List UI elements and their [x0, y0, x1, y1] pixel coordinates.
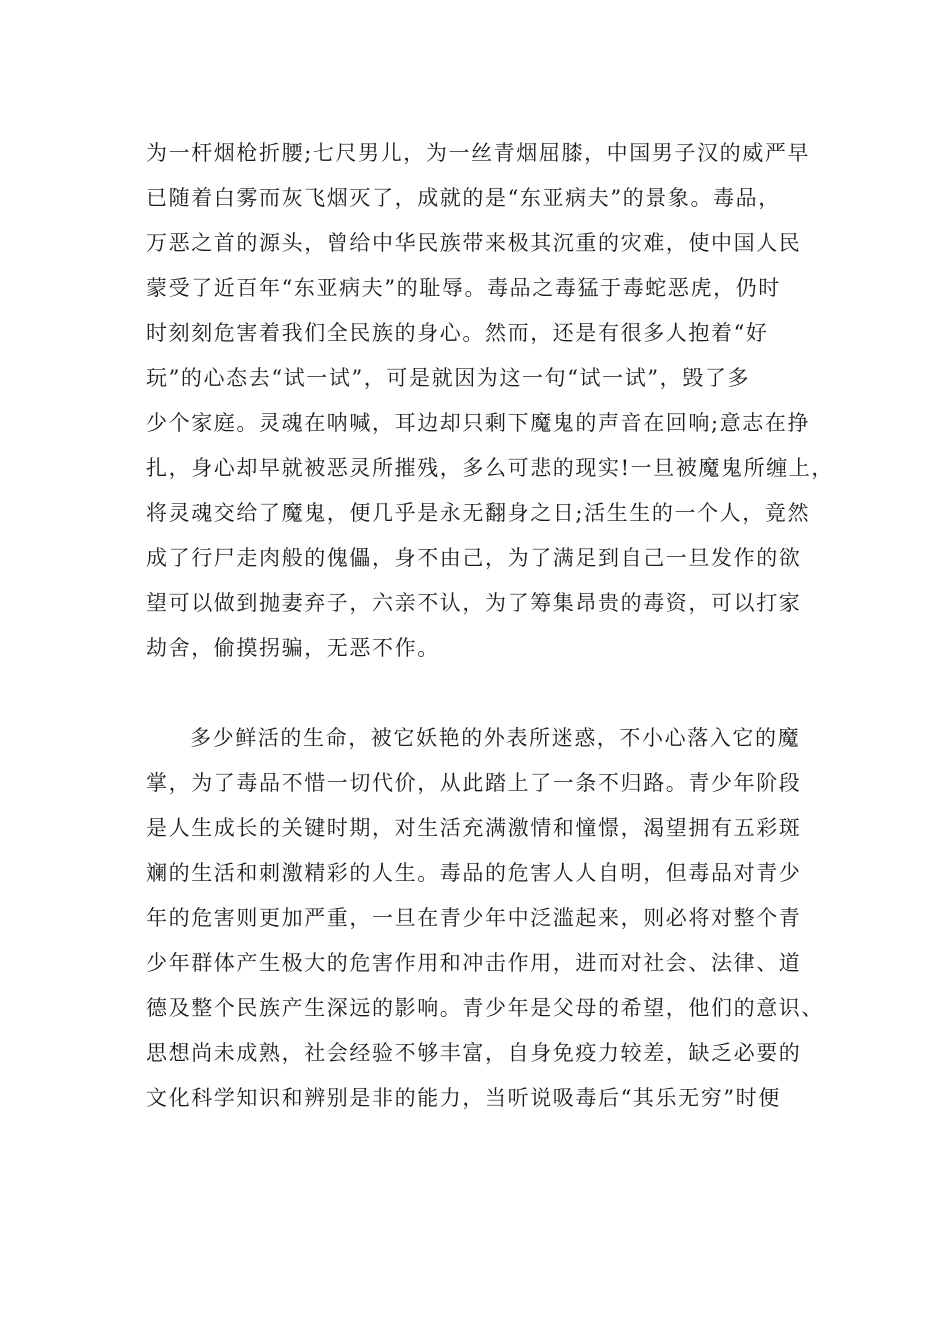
paragraph-2-line-9: 文化科学知识和辨别是非的能力，当听说吸毒后“其乐无穷”时便	[146, 1086, 781, 1110]
paragraph-1-line-1: 为一杆烟枪折腰;七尺男儿，为一丝青烟屈膝，中国男子汉的威严早	[146, 141, 811, 165]
paragraph-1-line-10: 成了行尸走肉般的傀儡，身不由己，为了满足到自己一旦发作的欲	[146, 546, 802, 570]
paragraph-1-line-4: 蒙受了近百年“东亚病夫”的耻辱。毒品之毒猛于毒蛇恶虎，仍时	[146, 276, 781, 300]
paragraph-2-line-3: 是人生成长的关键时期，对生活充满激情和憧憬，渴望拥有五彩斑	[146, 816, 802, 840]
paragraph-2-line-6: 少年群体产生极大的危害作用和冲击作用，进而对社会、法律、道	[146, 951, 802, 975]
paragraph-1-line-9: 将灵魂交给了魔鬼，便几乎是永无翻身之日;活生生的一个人，竟然	[146, 501, 811, 525]
paragraph-2-line-7: 德及整个民族产生深远的影响。青少年是父母的希望，他们的意识、	[146, 996, 824, 1020]
paragraph-2-line-8: 思想尚未成熟，社会经验不够丰富，自身免疫力较差，缺乏必要的	[146, 1041, 802, 1065]
paragraph-1-line-11: 望可以做到抛妻弃子，六亲不认，为了筹集昂贵的毒资，可以打家	[146, 591, 802, 615]
paragraph-1-line-5: 时刻刻危害着我们全民族的身心。然而，还是有很多人抱着“好	[146, 321, 769, 345]
paragraph-2-line-1: 多少鲜活的生命，被它妖艳的外表所迷惑，不小心落入它的魔	[190, 726, 801, 750]
paragraph-1-line-7: 少个家庭。灵魂在呐喊，耳边却只剩下魔鬼的声音在回响;意志在挣	[146, 411, 811, 435]
paragraph-1-line-8: 扎，身心却早就被恶灵所摧残，多么可悲的现实!一旦被魔鬼所缠上，	[146, 456, 835, 480]
paragraph-2-line-2: 掌，为了毒品不惜一切代价，从此踏上了一条不归路。青少年阶段	[146, 771, 802, 795]
paragraph-1-line-6: 玩”的心态去“试一试”，可是就因为这一句“试一试”，毁了多	[146, 366, 751, 390]
paragraph-2-line-5: 年的危害则更加严重，一旦在青少年中泛滥起来，则必将对整个青	[146, 906, 802, 930]
paragraph-1-line-12: 劫舍，偷摸拐骗，无恶不作。	[146, 636, 440, 660]
paragraph-2-line-4: 斓的生活和刺激精彩的人生。毒品的危害人人自明，但毒品对青少	[146, 861, 802, 885]
paragraph-1-line-2: 已随着白雾而灰飞烟灭了，成就的是“东亚病夫”的景象。毒品，	[146, 186, 781, 210]
paragraph-1-line-3: 万恶之首的源头，曾给中华民族带来极其沉重的灾难，使中国人民	[146, 231, 802, 255]
